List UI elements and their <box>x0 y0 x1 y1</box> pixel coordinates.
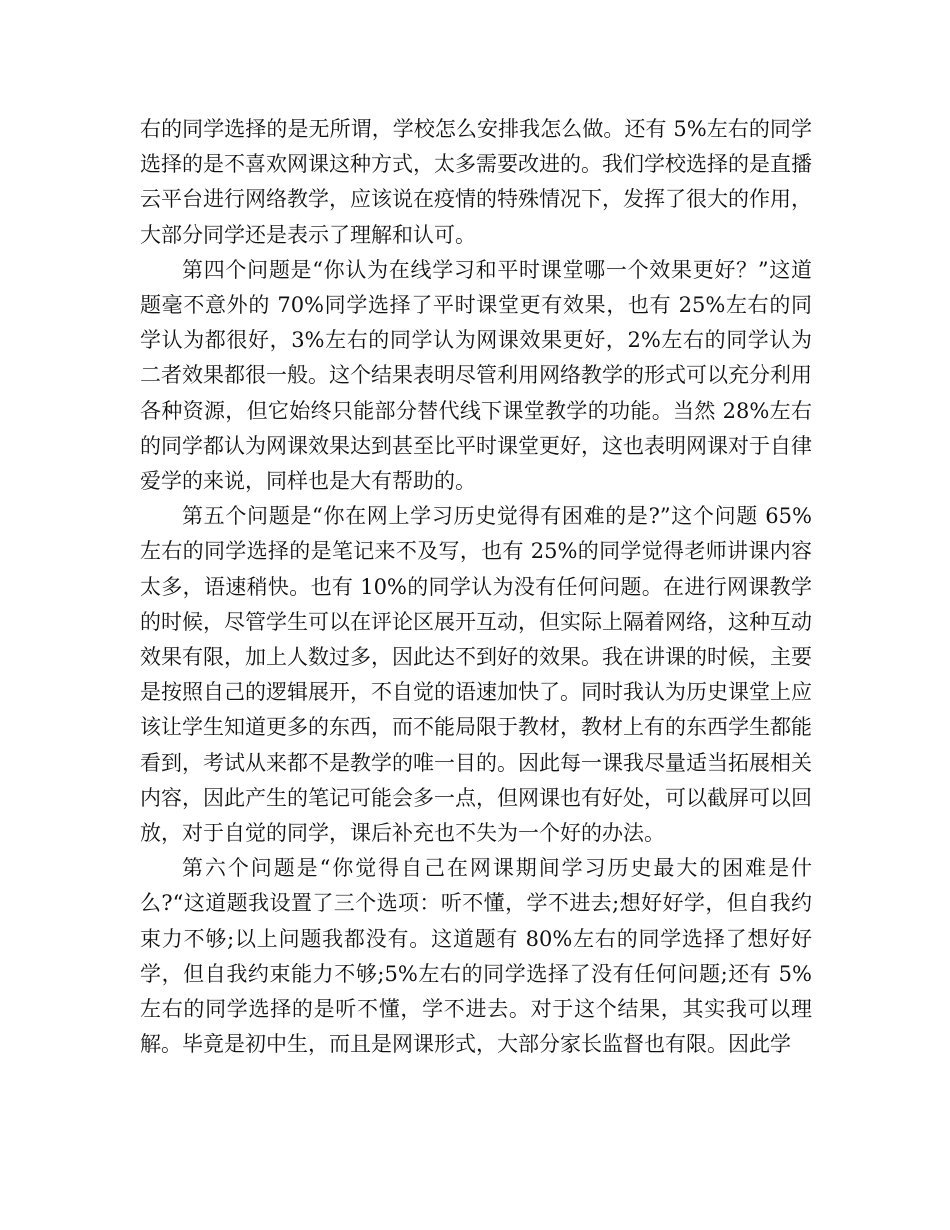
document-page <box>140 112 812 1062</box>
paragraph-4: 第六个问题是“你觉得自己在网课期间学习历史最大的困难是什么?“这道题我设置了三个选项：听不懂，学不进去;想好好学，但自我约束力不够;以上问题我都没有。这道题有 80%左右的同学选择了想好好学，但自我约束能力不够;5%左右的同学选择了没有任何问题;还有 5%左右的同学选择的是听不懂，学不进去。对于这个结果，其实我可以理解。毕竟是初中生，而且是网课形式，大部分家长监督也有限。因此学 <box>140 856 812 1057</box>
paragraph-3: 第五个问题是“你在网上学习历史觉得有困难的是?”这个问题 65%左右的同学选择的是笔记来不及写，也有 25%的同学觉得老师讲课内容太多，语速稍快。也有 10%的同学认为没有任何问题。在进行网课教学的时候，尽管学生可以在评论区展开互动，但实际上隔着网络，这种互动效果有限，加上人数过多，因此达不到好的效果。我在讲课的时候，主要是按照自己的逻辑展开，不自觉的语速加快了。同时我认为历史课堂上应该让学生知道更多的东西，而不能局限于教材，教材上有的东西学生都能看到，考试从来都不是教学的唯一目的。因此每一课我尽量适当拓展相关内容，因此产生的笔记可能会多一点，但网课也有好处，可以截屏可以回放，对于自觉的同学，课后补充也不失为一个好的办法。 <box>140 504 812 846</box>
paragraph-1: 右的同学选择的是无所谓，学校怎么安排我怎么做。还有 5%左右的同学选择的是不喜欢网课这种方式，太多需要改进的。我们学校选择的是直播云平台进行网络教学，应该说在疫情的特殊情况下，发挥了很大的作用，大部分同学还是表示了理解和认可。 <box>140 117 812 247</box>
paragraph-2: 第四个问题是“你认为在线学习和平时课堂哪一个效果更好？”这道题毫不意外的 70%同学选择了平时课堂更有效果，也有 25%左右的同学认为都很好，3%左右的同学认为网课效果更好，2%左右的同学认为二者效果都很一般。这个结果表明尽管利用网络教学的形式可以充分利用各种资源，但它始终只能部分替代线下课堂教学的功能。当然 28%左右的同学都认为网课效果达到甚至比平时课堂更好，这也表明网课对于自律爱学的来说，同样也是大有帮助的。 <box>140 257 812 494</box>
